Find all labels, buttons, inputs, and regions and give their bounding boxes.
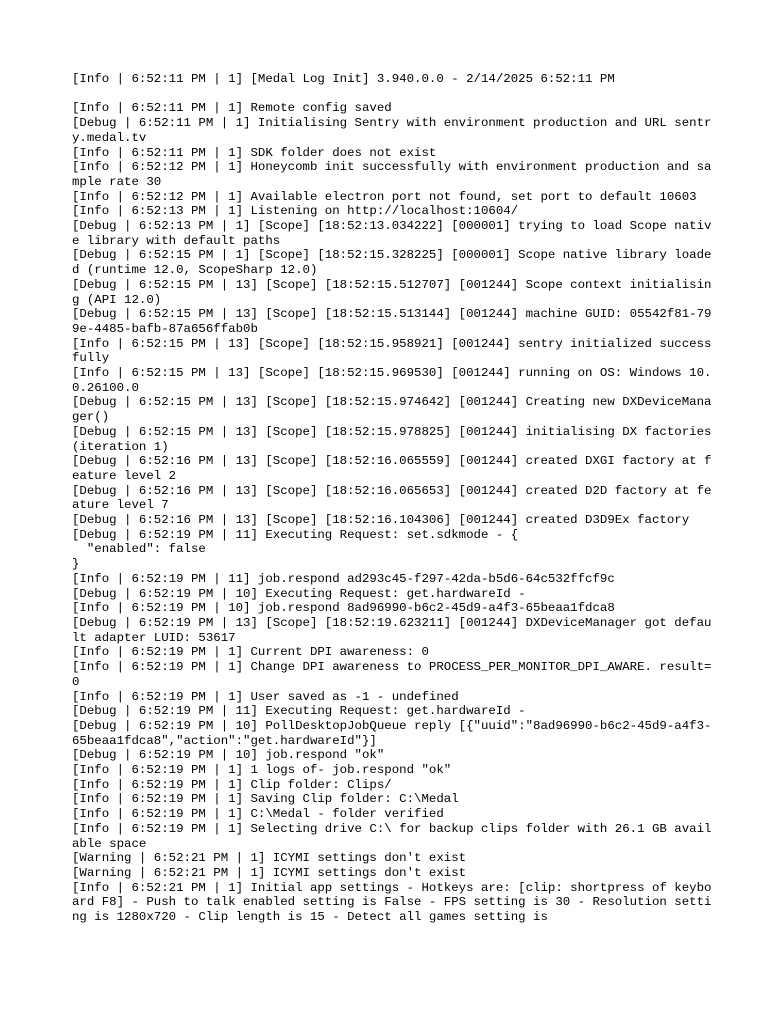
log-line: [Debug | 6:52:19 PM | 10] Executing Request: get.hardwareId - xyxy=(72,586,526,601)
log-line: [Info | 6:52:19 PM | 1] Current DPI awareness: 0 xyxy=(72,645,429,660)
log-line: [Debug | 6:52:15 PM | 13] [Scope] [18:52:15.512707] [001244] Scope context initialising (API 12.0) xyxy=(72,277,712,307)
log-line: [Warning | 6:52:21 PM | 1] ICYMI settings don't exist xyxy=(72,865,467,880)
log-line: [Debug | 6:52:16 PM | 13] [Scope] [18:52:16.065559] [001244] created DXGI factory at feature level 2 xyxy=(72,454,712,483)
log-header-line: [Info | 6:52:11 PM | 1] [Medal Log Init] 3.940.0.0 - 2/14/2025 6:52:11 PM xyxy=(72,72,615,86)
log-line: [Info | 6:52:11 PM | 1] Remote config saved xyxy=(72,101,392,116)
log-lines xyxy=(72,101,719,925)
log-line: [Info | 6:52:19 PM | 1] User saved as -1 - undefined xyxy=(72,689,459,704)
log-line: } xyxy=(72,557,80,572)
log-line: [Info | 6:52:19 PM | 1] 1 logs of- job.respond "ok" xyxy=(72,763,452,778)
log-line: [Info | 6:52:19 PM | 10] job.respond 8ad96990-b6c2-45d9-a4f3-65beaa1fdca8 xyxy=(72,601,615,616)
log-line: [Info | 6:52:13 PM | 1] Listening on http://localhost:10604/ xyxy=(72,204,519,219)
log-line: "enabled": false xyxy=(72,542,206,557)
log-line: [Info | 6:52:12 PM | 1] Honeycomb init successfully with environment production and sample rate 30 xyxy=(72,160,712,189)
log-line: [Info | 6:52:19 PM | 1] Clip folder: Clips/ xyxy=(72,777,392,792)
log-line: [Debug | 6:52:11 PM | 1] Initialising Sentry with environment production and URL sentry.medal.tv xyxy=(72,116,712,145)
log-line: [Info | 6:52:11 PM | 1] SDK folder does not exist xyxy=(72,145,437,160)
log-line: [Info | 6:52:19 PM | 1] Saving Clip folder: C:\Medal xyxy=(72,792,459,807)
log-line: [Debug | 6:52:19 PM | 11] Executing Request: get.hardwareId - xyxy=(72,704,526,719)
log-line: [Info | 6:52:19 PM | 1] C:\Medal - folder verified xyxy=(72,807,444,822)
log-line: [Debug | 6:52:13 PM | 1] [Scope] [18:52:13.034222] [000001] trying to load Scope native library with default paths xyxy=(72,219,712,248)
log-line: [Debug | 6:52:16 PM | 13] [Scope] [18:52:16.104306] [001244] created D3D9Ex factory xyxy=(72,513,690,528)
log-line: [Info | 6:52:15 PM | 13] [Scope] [18:52:15.969530] [001244] running on OS: Windows 10.0.26100.0 xyxy=(72,366,712,395)
log-line: [Debug | 6:52:19 PM | 11] Executing Request: set.sdkmode - { xyxy=(72,527,519,542)
log-line: [Info | 6:52:21 PM | 1] Initial app settings - Hotkeys are: [clip: shortpress of keyboard F8] - Push to talk enabled setting is False - FPS setting is 30 - Resolution setting is 1280x720 - Clip length is 15 - Detect all games setting is xyxy=(72,880,712,925)
log-line: [Info | 6:52:19 PM | 11] job.respond ad293c45-f297-42da-b5d6-64c532ffcf9c xyxy=(72,571,615,586)
log-line: [Debug | 6:52:19 PM | 10] job.respond "ok" xyxy=(72,748,385,763)
log-line: [Debug | 6:52:16 PM | 13] [Scope] [18:52:16.065653] [001244] created D2D factory at feature level 7 xyxy=(72,483,712,513)
log-line: [Debug | 6:52:15 PM | 13] [Scope] [18:52:15.974642] [001244] Creating new DXDeviceManager() xyxy=(72,395,712,425)
log-line: [Info | 6:52:15 PM | 13] [Scope] [18:52:15.958921] [001244] sentry initialized successfully xyxy=(72,336,712,366)
log-line: [Warning | 6:52:21 PM | 1] ICYMI settings don't exist xyxy=(72,851,467,866)
log-line: [Debug | 6:52:15 PM | 13] [Scope] [18:52:15.978825] [001244] initialising DX factories (iteration 1) xyxy=(72,424,719,454)
log-line: [Debug | 6:52:19 PM | 10] PollDesktopJobQueue reply [{"uuid":"8ad96990-b6c2-45d9-a4f3-65beaa1fdca8","action":"get.hardwareId"}] xyxy=(72,718,712,748)
log-document xyxy=(72,72,719,925)
log-line: [Debug | 6:52:15 PM | 1] [Scope] [18:52:15.328225] [000001] Scope native library loaded (runtime 12.0, ScopeSharp 12.0) xyxy=(72,248,712,278)
log-line: [Info | 6:52:19 PM | 1] Selecting drive C:\ for backup clips folder with 26.1 GB available space xyxy=(72,821,712,851)
log-line: [Info | 6:52:12 PM | 1] Available electron port not found, set port to default 10603 xyxy=(72,189,697,204)
log-line: [Debug | 6:52:15 PM | 13] [Scope] [18:52:15.513144] [001244] machine GUID: 05542f81-799e-4485-bafb-87a656ffab0b xyxy=(72,307,712,336)
log-line: [Debug | 6:52:19 PM | 13] [Scope] [18:52:19.623211] [001244] DXDeviceManager got default adapter LUID: 53617 xyxy=(72,616,712,645)
log-line: [Info | 6:52:19 PM | 1] Change DPI awareness to PROCESS_PER_MONITOR_DPI_AWARE. result=0 xyxy=(72,660,712,689)
blank-line xyxy=(72,87,712,102)
